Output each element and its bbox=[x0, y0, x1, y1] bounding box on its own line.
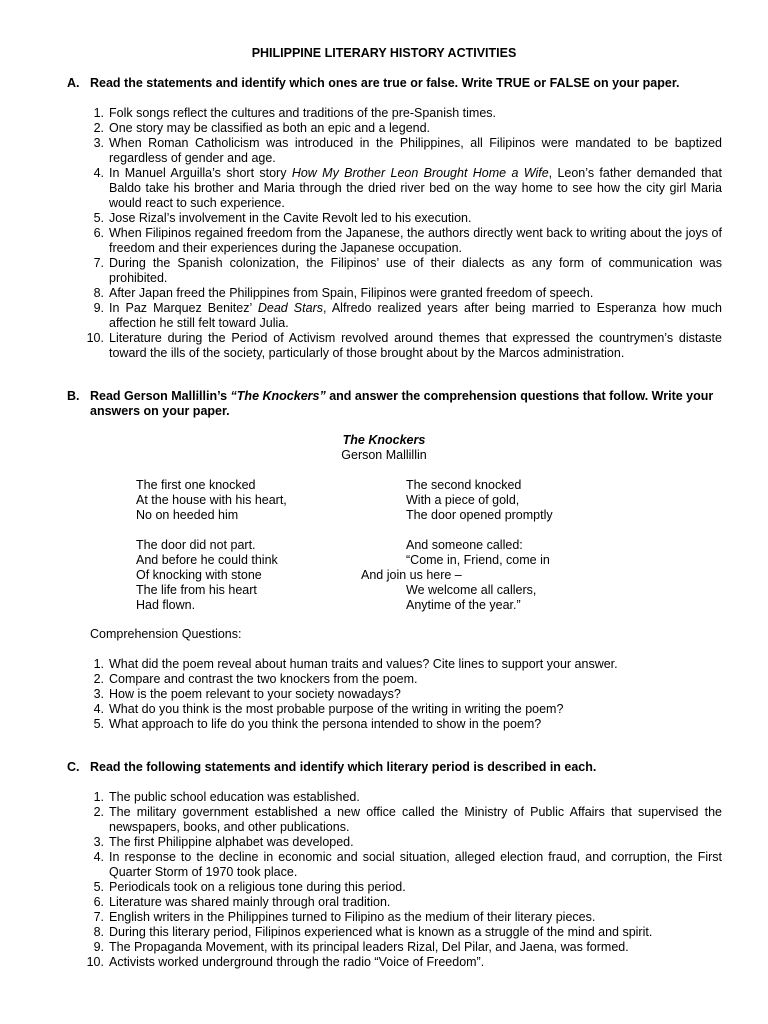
list-item: 4. In Manuel Arguilla’s short story How My Brother Leon Brought Home a Wife, Leon’s father demanded that Baldo take his brother and Maria through the dried river bed on the way home to see how the city girl Maria would react to such experience. bbox=[93, 166, 722, 210]
section-a-list bbox=[86, 106, 722, 361]
list-item: 2. Compare and contrast the two knockers from the poem. bbox=[93, 672, 418, 686]
list-item: 4. What do you think is the most probable purpose of the writing in writing the poem? bbox=[93, 702, 564, 716]
poem-left-stanza-1 bbox=[136, 478, 287, 523]
list-item: 3. When Roman Catholicism was introduced in the Philippines, all Filipinos were mandated to be baptized regardless of gender and age. bbox=[93, 136, 722, 165]
section-b-heading bbox=[67, 389, 727, 419]
poem-line: And before he could think bbox=[136, 553, 278, 567]
poem-right-stanza-2-end bbox=[406, 583, 536, 613]
list-item: 2. One story may be classified as both an epic and a legend. bbox=[93, 121, 431, 135]
list-item: 2. The military government established a new office called the Ministry of Public Affairs that supervised the newspapers, books, and other publications. bbox=[93, 805, 722, 834]
poem-line: Had flown. bbox=[136, 598, 196, 612]
poem-line: “Come in, Friend, come in bbox=[406, 553, 550, 567]
poem-right-stanza-2-join bbox=[361, 568, 462, 583]
comprehension-questions-list bbox=[93, 657, 722, 732]
list-item: 1. The public school education was established. bbox=[93, 790, 360, 804]
list-item: 6. When Filipinos regained freedom from the Japanese, the authors directly went back to writing about the joys of freedom and their experiences during the Japanese occupation. bbox=[93, 226, 722, 255]
poem-right-stanza-1 bbox=[406, 478, 553, 523]
poem-author: Gerson Mallillin bbox=[341, 448, 427, 462]
document-title: PHILIPPINE LITERARY HISTORY ACTIVITIES bbox=[251, 46, 517, 60]
section-b-instruction: Read Gerson Mallillin’s “The Knockers” and answer the comprehension questions that follow. Write your answers on your paper. bbox=[90, 389, 714, 418]
list-item: 5. Jose Rizal’s involvement in the Cavite Revolt led to his execution. bbox=[93, 211, 472, 225]
list-item: 6. Literature was shared mainly through oral tradition. bbox=[93, 895, 391, 909]
section-c-heading bbox=[67, 760, 727, 775]
list-item: 5. What approach to life do you think the persona intended to show in the poem? bbox=[93, 717, 542, 731]
poem-line: The second knocked bbox=[406, 478, 522, 492]
section-c-instruction: Read the following statements and identify which literary period is described in each. bbox=[90, 760, 597, 774]
poem-line: With a piece of gold, bbox=[406, 493, 520, 507]
poem-title: The Knockers bbox=[342, 433, 426, 447]
section-a-instruction: Read the statements and identify which ones are true or false. Write TRUE or FALSE on your paper. bbox=[90, 76, 680, 90]
list-item: 4. In response to the decline in economic and social situation, alleged election fraud, and corruption, the First Quarter Storm of 1970 took place. bbox=[93, 850, 722, 879]
poem-line: And someone called: bbox=[406, 538, 523, 552]
list-item: 1. What did the poem reveal about human traits and values? Cite lines to support your answer. bbox=[93, 657, 618, 671]
list-item: 9. In Paz Marquez Benitez’ Dead Stars, Alfredo realized years after being married to Esperanza how much affection he still felt toward Julia. bbox=[93, 301, 722, 330]
list-item: 9. The Propaganda Movement, with its principal leaders Rizal, Del Pilar, and Jaena, was formed. bbox=[93, 940, 629, 954]
poem-line: The life from his heart bbox=[136, 583, 257, 597]
poem-line: And join us here – bbox=[361, 568, 462, 582]
section-a-heading bbox=[67, 76, 727, 91]
section-b-letter: B. bbox=[67, 389, 80, 403]
poem-line: At the house with his heart, bbox=[136, 493, 287, 507]
poem-line: We welcome all callers, bbox=[406, 583, 537, 597]
comprehension-label: Comprehension Questions: bbox=[90, 627, 242, 641]
list-item: 3. How is the poem relevant to your society nowadays? bbox=[93, 687, 401, 701]
section-a-letter: A. bbox=[67, 76, 80, 90]
list-item: 10. Activists worked underground through the radio “Voice of Freedom”. bbox=[86, 955, 485, 969]
list-item: 10. Literature during the Period of Activism revolved around themes that expressed the countrymen’s distaste toward the ills of the society, particularly of those brought about by the Marcos administration. bbox=[86, 331, 722, 360]
list-item: 5. Periodicals took on a religious tone during this period. bbox=[93, 880, 406, 894]
list-item: 3. The first Philippine alphabet was developed. bbox=[93, 835, 354, 849]
poem-line: The door did not part. bbox=[136, 538, 256, 552]
list-item: 8. During this literary period, Filipinos experienced what is known as a struggle of the mind and spirit. bbox=[93, 925, 653, 939]
list-item: 1. Folk songs reflect the cultures and traditions of the pre-Spanish times. bbox=[93, 106, 496, 120]
poem-line: Anytime of the year.” bbox=[406, 598, 521, 612]
section-c-list bbox=[86, 790, 722, 970]
poem-line: The door opened promptly bbox=[406, 508, 553, 522]
poem-right-stanza-2 bbox=[406, 538, 550, 568]
list-item: 8. After Japan freed the Philippines from Spain, Filipinos were granted freedom of speech. bbox=[93, 286, 594, 300]
list-item: 7. During the Spanish colonization, the Filipinos’ use of their dialects as any form of communication was prohibited. bbox=[93, 256, 722, 285]
poem-line: Of knocking with stone bbox=[136, 568, 262, 582]
poem-line: The first one knocked bbox=[136, 478, 256, 492]
poem-left-stanza-2 bbox=[136, 538, 278, 613]
poem-line: No on heeded him bbox=[136, 508, 239, 522]
list-item: 7. English writers in the Philippines turned to Filipino as the medium of their literary pieces. bbox=[93, 910, 596, 924]
section-c-letter: C. bbox=[67, 760, 80, 774]
